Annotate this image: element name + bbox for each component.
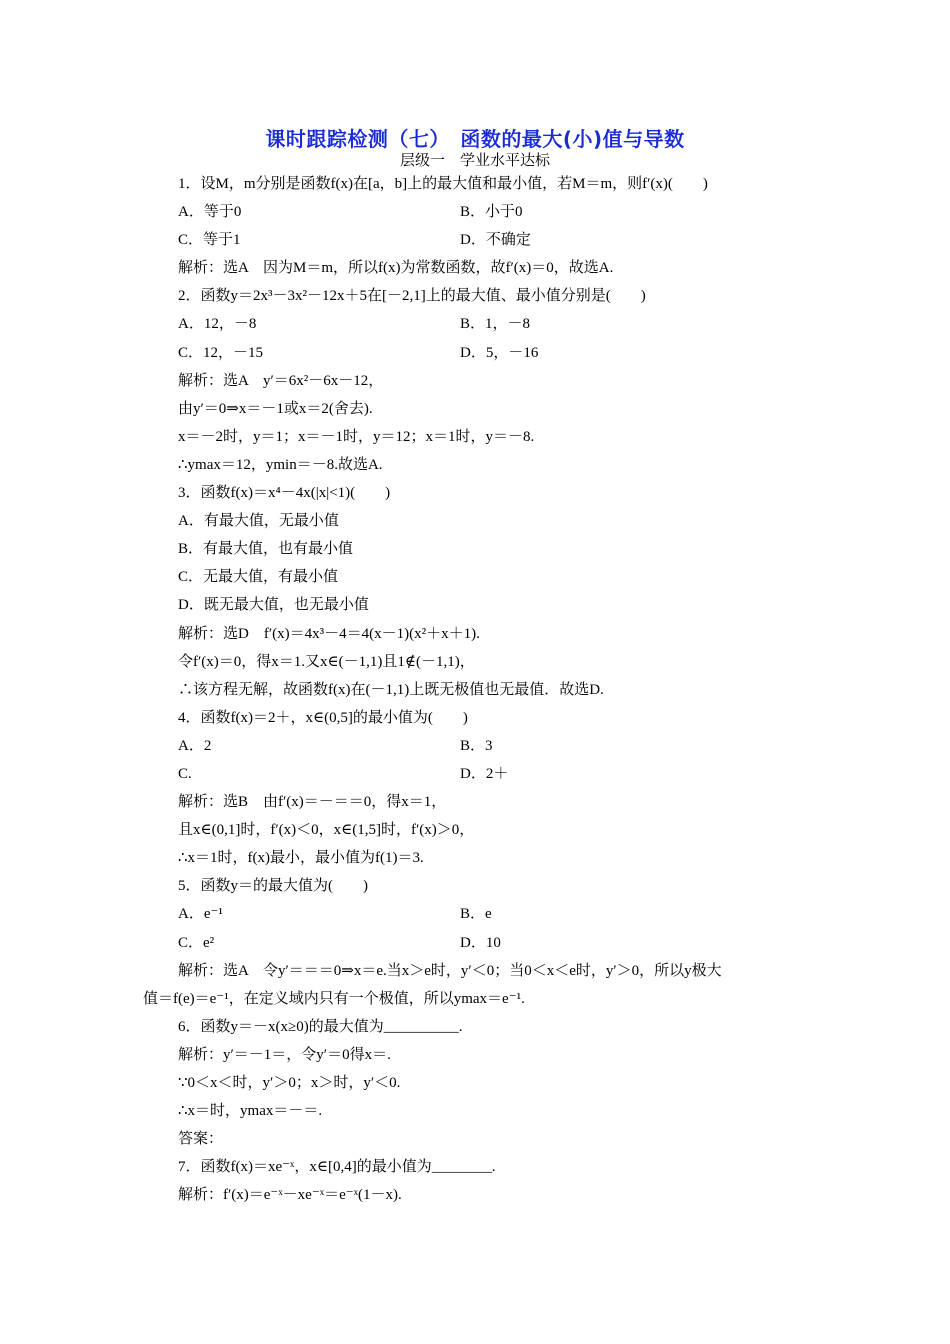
- q5-option-b: B．e: [460, 906, 492, 923]
- q6-stem: 6．函数y＝－x(x≥0)的最大值为__________.: [178, 1018, 463, 1035]
- q2-option-c: C．12，－15: [178, 344, 264, 361]
- q7-solution-1: 解析：f′(x)＝e⁻ˣ－xe⁻ˣ＝e⁻ˣ(1－x).: [178, 1187, 402, 1204]
- q2-stem: 2．函数y＝2x³－3x²－12x＋5在[－2,1]上的最大值、最小值分别是( ): [178, 288, 646, 305]
- q1-option-c: C．等于1: [178, 232, 241, 249]
- q6-answer: 答案：: [178, 1131, 224, 1148]
- q2-option-a: A．12，－8: [178, 316, 257, 333]
- q4-options-cd: [178, 764, 818, 792]
- q5-options-ab: [178, 904, 818, 932]
- q5-solution-2: 值＝f(e)＝e⁻¹，在定义域内只有一个极值，所以ymax＝e⁻¹.: [143, 990, 525, 1007]
- section-subtitle: 层级一 学业水平达标: [399, 153, 550, 169]
- q4-option-d: D．2＋: [460, 765, 509, 782]
- q2-solution-3: x＝－2时，y＝1；x＝－1时，y＝12；x＝1时，y＝－8.: [178, 428, 535, 445]
- q4-stem: 4．函数f(x)＝2＋，x∈(0,5]的最小值为( ): [178, 709, 468, 726]
- q2-options-cd: [178, 343, 818, 371]
- q4-option-c: C.: [178, 765, 192, 782]
- q4-options-ab: [178, 736, 818, 764]
- q1-options-cd: [178, 230, 818, 258]
- q4-solution-3: ∴x＝1时，f(x)最小，最小值为f(1)＝3.: [178, 850, 424, 867]
- q3-solution-1: 解析：选D f′(x)＝4x³－4＝4(x－1)(x²＋x＋1).: [178, 625, 480, 642]
- q2-solution-4: ∴ymax＝12，ymin＝－8.故选A.: [178, 456, 383, 473]
- q5-option-a: A．e⁻¹: [178, 906, 223, 923]
- q6-solution-2: ∵0＜x＜时，y′＞0；x＞时，y′＜0.: [178, 1075, 401, 1091]
- q7-stem: 7．函数f(x)＝xe⁻ˣ，x∈[0,4]的最小值为________.: [178, 1159, 496, 1176]
- q5-options-cd: [178, 933, 818, 961]
- q5-option-c: C．e²: [178, 934, 215, 951]
- q6-solution-1: 解析：y′＝－1＝，令y′＝0得x＝.: [178, 1046, 391, 1063]
- q5-stem: 5．函数y＝的最大值为( ): [178, 878, 368, 895]
- q3-stem: 3．函数f(x)＝x⁴－4x(|x|<1)( ): [178, 485, 391, 502]
- q1-option-d: D．不确定: [460, 232, 531, 249]
- q4-solution-2: 且x∈(0,1]时，f′(x)＜0，x∈(1,5]时，f′(x)＞0，: [178, 822, 475, 839]
- q1-stem: 1．设M，m分别是函数f(x)在[a，b]上的最大值和最小值，若M＝m，则f′(x)( ): [178, 176, 708, 192]
- q4-option-b: B．3: [460, 737, 493, 754]
- q6-solution-3: ∴x＝时，ymax＝－＝.: [178, 1103, 323, 1120]
- q3-solution-2: 令f′(x)＝0，得x＝1.又x∈(－1,1)且1∉(－1,1)，: [178, 653, 475, 670]
- q3-solution-3: ∴该方程无解，故函数f(x)在(－1,1)上既无极值也无最值．故选D.: [178, 681, 604, 698]
- q2-options-ab: [178, 314, 818, 342]
- q1-options-ab: [178, 202, 818, 230]
- q5-option-d: D．10: [460, 934, 501, 951]
- q2-option-b: B．1，－8: [460, 316, 531, 333]
- q3-option-d: D．既无最大值，也无最小值: [178, 597, 369, 614]
- page-title: 课时跟踪检测（七） 函数的最大(小)值与导数: [265, 127, 685, 151]
- q1-option-b: B．小于0: [460, 204, 523, 221]
- q2-solution-2: 由y′＝0⇒x＝－1或x＝2(舍去).: [178, 400, 373, 417]
- q2-option-d: D．5，－16: [460, 344, 539, 361]
- q3-option-a: A．有最大值，无最小值: [178, 513, 339, 530]
- q2-solution-1: 解析：选A y′＝6x²－6x－12，: [178, 372, 384, 389]
- q3-option-b: B．有最大值，也有最小值: [178, 541, 354, 558]
- problem-content: [143, 174, 818, 1213]
- q5-solution-1: 解析：选A 令y′＝＝＝0⇒x＝e.当x＞e时，y′＜0；当0＜x＜e时，y′＞0，所以y极大: [178, 962, 722, 979]
- q4-solution-1: 解析：选B 由f′(x)＝－＝＝0，得x＝1，: [178, 794, 447, 811]
- q1-solution: 解析：选A 因为M＝m，所以f(x)为常数函数，故f′(x)＝0，故选A.: [178, 260, 614, 277]
- q4-option-a: A．2: [178, 737, 212, 754]
- q1-option-a: A．等于0: [178, 204, 242, 221]
- q3-option-c: C．无最大值，有最小值: [178, 569, 339, 586]
